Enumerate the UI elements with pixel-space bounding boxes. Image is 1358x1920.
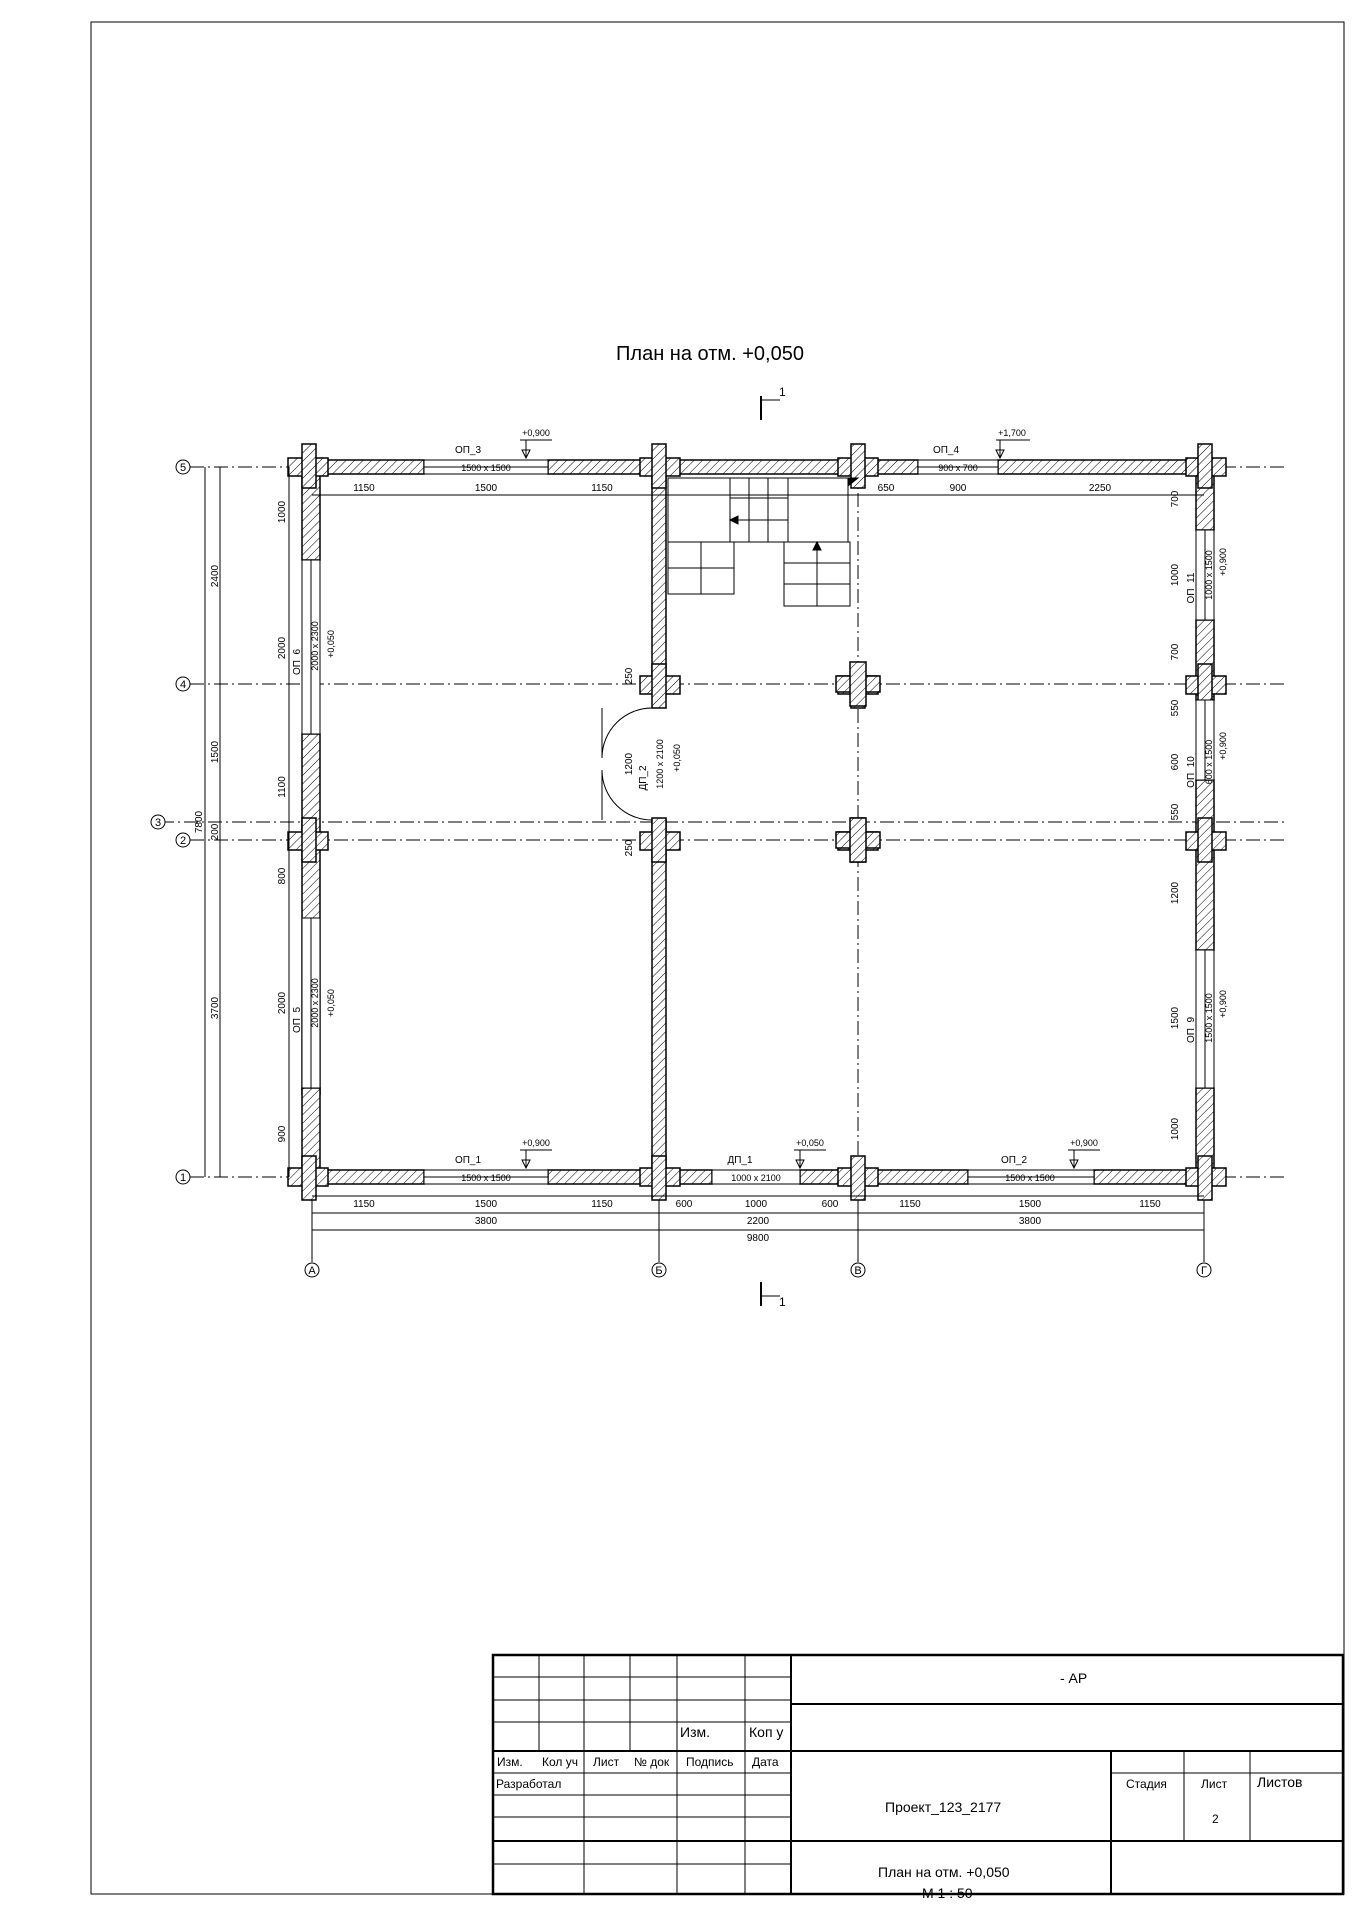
svg-text:1: 1 (779, 385, 786, 399)
svg-text:ДП_1: ДП_1 (727, 1155, 753, 1166)
svg-text:700: 700 (1170, 643, 1181, 661)
svg-text:600: 600 (675, 1199, 693, 1210)
dims-interior (624, 667, 635, 856)
svg-text:3700: 3700 (210, 996, 221, 1020)
svg-text:2250: 2250 (1088, 483, 1112, 494)
sheet-frame (91, 22, 1344, 1894)
document-code: - АР (1060, 1670, 1088, 1686)
dims-right (1170, 490, 1181, 1140)
svg-text:900 x 700: 900 x 700 (938, 463, 978, 473)
title-block (493, 1655, 1343, 1894)
svg-text:А: А (308, 1265, 316, 1277)
svg-text:900: 900 (277, 1125, 288, 1143)
drawing-name: План на отм. +0,050 (878, 1864, 1010, 1880)
svg-text:ОП_6: ОП_6 (292, 648, 303, 676)
svg-text:250: 250 (624, 667, 635, 685)
svg-text:1500 x 1500: 1500 x 1500 (461, 1173, 511, 1183)
sheets-label: Листов (1257, 1774, 1303, 1790)
col-izm: Изм. (497, 1755, 523, 1769)
svg-text:1150: 1150 (1139, 1199, 1161, 1210)
svg-text:1500: 1500 (1170, 1006, 1181, 1030)
col-list: Лист (593, 1755, 620, 1769)
svg-text:1200: 1200 (1170, 881, 1181, 905)
svg-text:800: 800 (277, 867, 288, 885)
svg-text:В: В (854, 1265, 862, 1277)
stage-label: Стадия (1126, 1777, 1167, 1791)
svg-text:2000: 2000 (277, 636, 288, 660)
svg-text:1500: 1500 (1018, 1199, 1042, 1210)
svg-text:4: 4 (179, 679, 187, 691)
svg-text:Г: Г (1201, 1265, 1207, 1277)
svg-text:+0,900: +0,900 (1070, 1138, 1098, 1148)
svg-text:1500: 1500 (474, 483, 498, 494)
svg-text:ОП_11: ОП_11 (1186, 572, 1197, 604)
svg-text:+0,900: +0,900 (522, 428, 550, 438)
svg-text:1: 1 (179, 1172, 187, 1184)
svg-text:250: 250 (624, 839, 635, 857)
svg-text:2400: 2400 (210, 564, 221, 588)
staircase (668, 478, 858, 606)
sheet-label: Лист (1201, 1777, 1228, 1791)
svg-text:9800: 9800 (746, 1233, 770, 1244)
svg-text:+0,900: +0,900 (522, 1138, 550, 1148)
svg-text:1500 x 1500: 1500 x 1500 (1005, 1173, 1055, 1183)
dims-bottom-1 (353, 1199, 1161, 1210)
col-podpis: Подпись (686, 1755, 734, 1769)
svg-text:1150: 1150 (353, 1199, 375, 1210)
svg-text:600: 600 (821, 1199, 839, 1210)
svg-text:+0,050: +0,050 (326, 989, 336, 1017)
svg-text:2000: 2000 (277, 991, 288, 1015)
svg-text:+0,050: +0,050 (796, 1138, 824, 1148)
dims-left (194, 500, 288, 1142)
svg-text:1150: 1150 (353, 483, 375, 494)
svg-text:1000 x 1500: 1000 x 1500 (1204, 550, 1214, 600)
col-izm-2: Изм. (680, 1724, 710, 1740)
svg-text:900: 900 (949, 483, 967, 494)
svg-text:1150: 1150 (591, 1199, 613, 1210)
svg-text:Б: Б (655, 1265, 663, 1277)
svg-text:600 x 1500: 600 x 1500 (1204, 739, 1214, 785)
svg-text:1: 1 (779, 1295, 786, 1309)
svg-text:200: 200 (210, 823, 221, 841)
svg-text:ОП_2: ОП_2 (1000, 1155, 1028, 1166)
svg-text:650: 650 (877, 483, 895, 494)
svg-text:1500: 1500 (474, 1199, 498, 1210)
svg-text:1150: 1150 (899, 1199, 921, 1210)
svg-text:+1,700: +1,700 (998, 428, 1026, 438)
svg-text:2000 x 2300: 2000 x 2300 (310, 621, 320, 671)
svg-text:1000: 1000 (277, 500, 288, 524)
svg-text:2: 2 (179, 835, 187, 847)
col-data: Дата (752, 1755, 779, 1769)
sheet-number: 2 (1212, 1812, 1219, 1826)
svg-text:700: 700 (1170, 490, 1181, 508)
svg-text:+0,900: +0,900 (1218, 548, 1228, 576)
svg-text:7800: 7800 (194, 810, 205, 834)
svg-text:1200: 1200 (624, 752, 635, 776)
svg-text:ДП_2: ДП_2 (638, 765, 649, 791)
svg-text:+0,050: +0,050 (326, 630, 336, 658)
svg-text:2200: 2200 (746, 1216, 770, 1227)
svg-text:1200 x 2100: 1200 x 2100 (655, 739, 665, 789)
svg-text:ОП_4: ОП_4 (932, 445, 960, 456)
svg-text:550: 550 (1170, 803, 1181, 821)
svg-text:1000 x 2100: 1000 x 2100 (731, 1173, 781, 1183)
svg-text:550: 550 (1170, 699, 1181, 717)
col-ndok: № док (634, 1755, 670, 1769)
svg-text:ОП_1: ОП_1 (454, 1155, 482, 1166)
svg-text:ОП_5: ОП_5 (292, 1006, 303, 1034)
svg-text:+0,900: +0,900 (1218, 990, 1228, 1018)
svg-text:1150: 1150 (591, 483, 613, 494)
svg-text:5: 5 (179, 462, 187, 474)
section-mark-top (761, 385, 786, 420)
svg-text:1000: 1000 (1170, 1117, 1181, 1141)
svg-text:1000: 1000 (1170, 563, 1181, 587)
svg-text:1500 x 1500: 1500 x 1500 (1204, 993, 1214, 1043)
svg-text:1100: 1100 (277, 776, 288, 798)
svg-text:ОП_9: ОП_9 (1186, 1016, 1197, 1044)
svg-text:3800: 3800 (1018, 1216, 1042, 1227)
svg-text:2000 x 2300: 2000 x 2300 (310, 978, 320, 1028)
section-mark-bottom (761, 1282, 786, 1309)
svg-text:3800: 3800 (474, 1216, 498, 1227)
project-name: Проект_123_2177 (885, 1799, 1002, 1815)
svg-text:600: 600 (1170, 753, 1181, 771)
svg-text:ОП_10: ОП_10 (1186, 756, 1197, 788)
svg-text:1500: 1500 (210, 740, 221, 764)
svg-text:1000: 1000 (744, 1199, 768, 1210)
plan-title: План на отм. +0,050 (616, 343, 804, 365)
col-kop: Коп у (749, 1724, 784, 1740)
col-kol-uch: Кол уч (542, 1755, 578, 1769)
razrabotal-label: Разработал (496, 1777, 562, 1791)
svg-text:3: 3 (154, 817, 162, 829)
drawing-scale: М 1 : 50 (922, 1885, 973, 1901)
svg-text:+0,050: +0,050 (672, 744, 682, 772)
svg-text:ОП_3: ОП_3 (454, 445, 482, 456)
svg-text:1500 x 1500: 1500 x 1500 (461, 463, 511, 473)
svg-text:+0,900: +0,900 (1218, 732, 1228, 760)
